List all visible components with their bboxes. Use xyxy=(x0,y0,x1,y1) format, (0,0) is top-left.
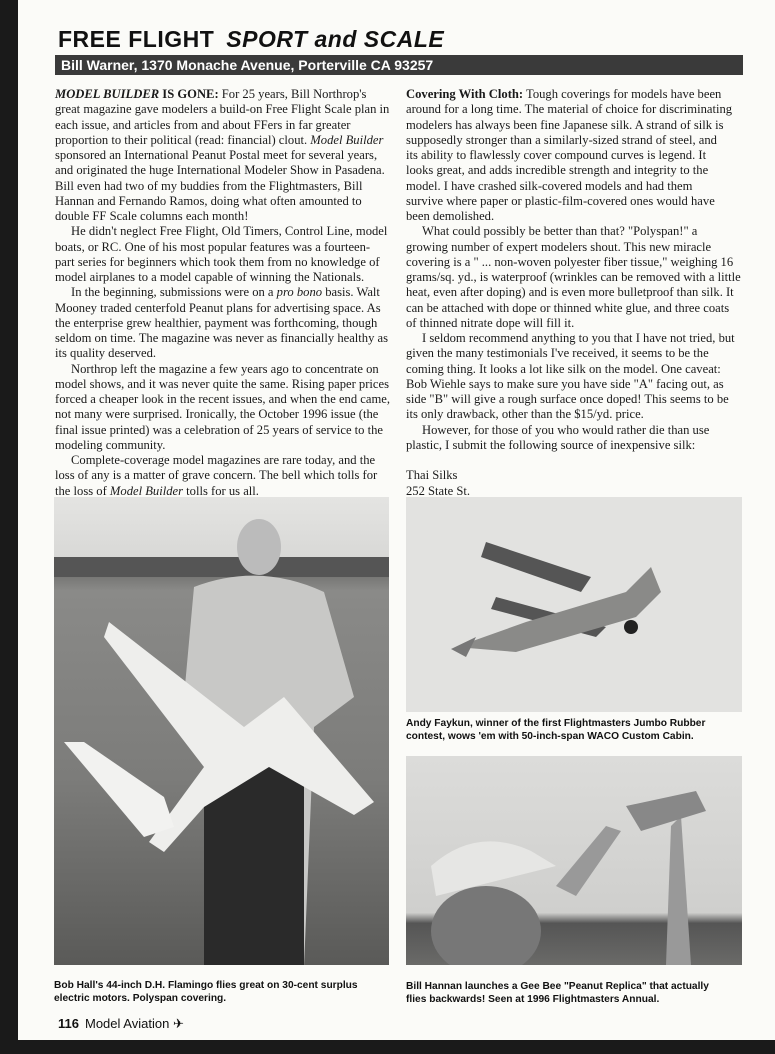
text-line: sponsored an International Peanut Postal meet for several years, xyxy=(55,148,378,162)
byline-bar: Bill Warner, 1370 Monache Avenue, Porterville CA 93257 xyxy=(55,55,743,75)
text-line: 252 State St. xyxy=(406,483,471,498)
caption-line: Andy Faykun, winner of the first Flightmasters Jumbo Rubber xyxy=(406,718,706,729)
caption-line: flies backwards! Seen at 1996 Flightmasters Annual. xyxy=(406,994,660,1005)
text-line: model airplanes to a model capable of winning the Nationals. xyxy=(55,270,365,284)
text-line: and originated the huge International Modeler Show in Pasadena. xyxy=(55,163,385,178)
text-line: side "B" will give a rough surface once doped! This seems to be xyxy=(406,392,729,406)
caption-flamingo xyxy=(54,979,358,1005)
text-line: the loss of Model Builder tolls for us all. xyxy=(55,483,259,498)
caption-line: contest, wows 'em with 50-inch-span WACO Custom Cabin. xyxy=(406,731,694,742)
text-line: What could possibly be better than that? "Polyspan!" a xyxy=(422,224,698,239)
text-line: each issue, and articles from and about FFers in far greater xyxy=(55,117,351,132)
text-line: Thai Silks xyxy=(406,468,458,483)
text-line: can be attached with dope or thinned white glue, and three coats xyxy=(406,300,730,315)
text-line: of thinned nitrate dope will fill it. xyxy=(406,315,575,330)
text-line: proportion to their political (read: financial) clout. Model Builder xyxy=(55,132,384,147)
text-line: However, for those of you who would rather die than use xyxy=(422,422,710,437)
caption-line: electric motors. Polyspan covering. xyxy=(54,993,227,1004)
text-line: covering is a " ... non-woven polyester fiber tissue," weighing 16 xyxy=(406,254,734,269)
caption-line: Bill Hannan launches a Gee Bee "Peanut Replica" that actually xyxy=(406,981,709,992)
text-line: its only drawback, other than the $15/yd. price. xyxy=(406,407,644,422)
text-line: final issue printed) was a celebration of 25 years of service to the xyxy=(55,422,384,437)
text-line: its ability to flawlessly cover compound curves is legend. It xyxy=(406,148,707,162)
text-line: Mooney traded centerfold Peanut plans for advertising space. As xyxy=(55,300,381,315)
text-line: great magazine gave modelers a build-on Free Flight Scale plan in xyxy=(55,102,390,117)
text-line: MODEL BUILDER IS GONE: For 25 years, Bill Northrop's xyxy=(55,87,367,101)
text-line: survive where paper or plastic-film-covered ones would have xyxy=(406,193,715,208)
text-line: model. I have crashed silk-covered models and had them xyxy=(406,178,693,193)
text-line: grams/sq. yd., is waterproof (wrinkles can be removed with a little xyxy=(406,270,741,284)
text-line: plastic, I submit the following source of inexpensive silk: xyxy=(406,437,696,452)
text-line: Complete-coverage model magazines are rare today, and the xyxy=(71,453,376,467)
text-line: Northrop left the magazine a few years ago to concentrate on xyxy=(71,361,379,376)
text-line: part series for beginners which took them from no knowledge of xyxy=(55,254,380,269)
text-line: not many were surprised. Ironically, the October 1996 issue (the xyxy=(55,407,379,422)
text-line: Hannan and Fernando Ramos, doing what often amounted to xyxy=(55,193,362,208)
caption-line: Bob Hall's 44-inch D.H. Flamingo flies great on 30-cent surplus xyxy=(54,980,358,991)
text-line: been demolished. xyxy=(406,209,495,223)
photo-flamingo xyxy=(54,497,389,965)
right-column xyxy=(406,87,741,499)
photo-geebee xyxy=(406,756,742,965)
page-footer xyxy=(58,1016,184,1032)
text-line: modelers has always been fine Japanese silk. A strand of silk is xyxy=(406,117,724,132)
text-line: In the beginning, submissions were on a pro bono basis. Walt xyxy=(71,285,380,300)
text-line: model shows, and it was never quite the same. Rising paper prices xyxy=(55,376,390,391)
text-line: coming thing. It looks a lot like silk on the model. One caveat: xyxy=(406,361,721,376)
paragraph-gap xyxy=(406,453,741,468)
text-line: Covering With Cloth: Tough coverings for models have been xyxy=(406,87,722,101)
text-line: forced a cheaper look in the recent issues, and when the end came, xyxy=(55,392,390,406)
text-line: modeling community. xyxy=(55,437,166,452)
text-line: He didn't neglect Free Flight, Old Timers, Control Line, model xyxy=(71,224,388,239)
title-italic: SPORT and SCALE xyxy=(226,26,445,52)
title-main: FREE FLIGHT xyxy=(58,26,215,52)
photo-waco xyxy=(406,497,742,712)
text-line: given the many testimonials I've received, it seems to be the xyxy=(406,346,709,361)
text-line: loss of any is a matter of grave concern. The bell which tolls for xyxy=(55,468,378,483)
text-line: supposedly stronger than a similarly-sized strand of steel, and xyxy=(406,132,717,147)
caption-geebee xyxy=(406,980,709,1006)
text-line: growing number of expert modelers shout. This new miracle xyxy=(406,239,712,254)
text-line: the enterprise grew healthier, payment was forthcoming, though xyxy=(55,315,378,330)
left-column xyxy=(55,87,390,499)
text-line: Bill even had two of my buddies from the Flightmasters, Bill xyxy=(55,178,363,193)
text-line: double FF Scale columns each month! xyxy=(55,209,249,223)
text-line: I seldom recommend anything to you that I have not tried, but xyxy=(422,331,735,345)
caption-waco xyxy=(406,717,705,743)
text-line: Bob Wiehle says to make sure you have side "A" facing out, as xyxy=(406,376,724,391)
text-line: seldom on time. The magazine was never as financially healthy as xyxy=(55,331,389,345)
airplane-icon: ✈ xyxy=(172,1016,184,1031)
text-line: boats, or RC. One of his most popular features was a fourteen- xyxy=(55,239,371,254)
text-line: around for a long time. The material of choice for discriminating xyxy=(406,102,733,117)
page-number: 116 xyxy=(58,1016,79,1031)
text-line: looks great, and adds incredible strength and integrity to the xyxy=(406,163,709,178)
page-title xyxy=(58,26,444,53)
text-line: heat, even after doping) and is even more bulletproof than silk. It xyxy=(406,285,734,300)
text-line: its quality deserved. xyxy=(55,346,157,361)
magazine-name: Model Aviation xyxy=(84,1016,170,1031)
